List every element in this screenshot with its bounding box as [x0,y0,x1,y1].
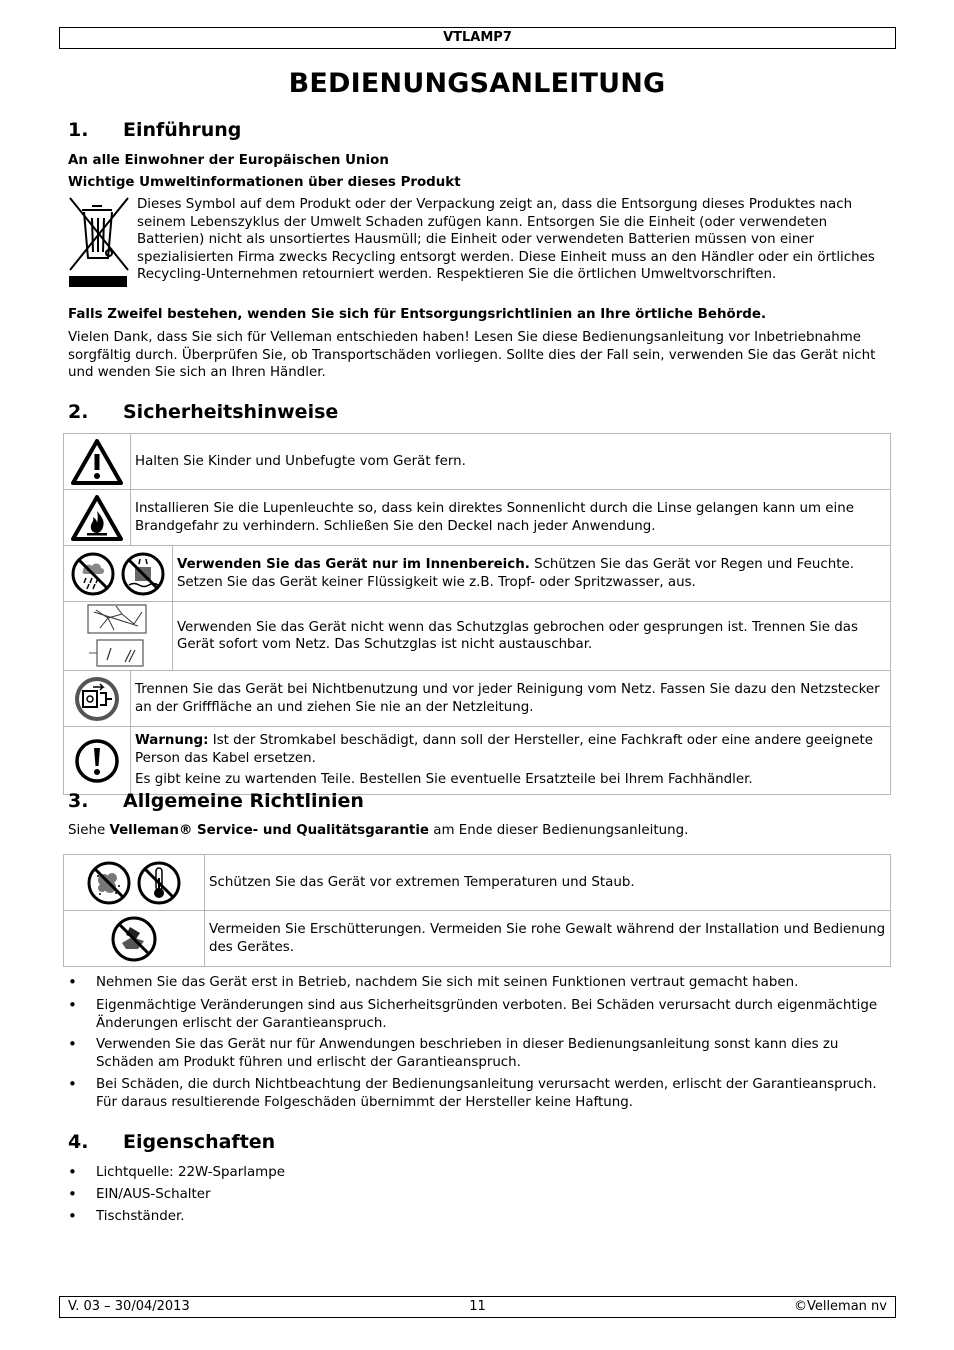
unplug-icon [64,671,131,727]
model-header: VTLAMP7 [59,27,896,49]
safety-text: Verwenden Sie das Gerät nicht wenn das Schutzglas gebrochen oder gesprungen ist. Trennen Sie das Gerät sofort vom Netz. Das Schutzglas ist nicht austauschbar. [172,602,890,671]
page-title: BEDIENUNGSANLEITUNG [288,68,666,99]
cracked-glass-icon [86,602,150,636]
section-3-heading: 3. Allgemeine Richtlinien [68,790,364,812]
indoor-use-icons [64,546,173,602]
disposal-doubt-note: Falls Zweifel bestehen, wenden Sie sich für Entsorgungsrichtlinien an Ihre örtliche Behörde. [68,307,767,322]
safety-text: Halten Sie Kinder und Unbefugte vom Gerät fern. [131,434,891,490]
no-splash-icon [120,551,166,597]
guideline-row [64,855,891,911]
guideline-row [64,911,891,967]
safety-table [63,433,891,795]
no-dust-icon [86,860,132,906]
page-number: 11 [469,1299,486,1314]
weee-bin-icon [68,196,130,290]
safety-row [64,490,891,546]
safety-text: Verwenden Sie das Gerät nur im Innenbereich. Schützen Sie das Gerät vor Regen und Feuchte. Setzen Sie das Gerät keiner Flüssigkeit wie z.B. Tropf- oder Spritzwasser, aus. [172,546,890,602]
fire-hazard-icon [64,490,131,546]
weee-description: Dieses Symbol auf dem Produkt oder der Verpackung zeigt an, dass die Entsorgung dieses Produktes nach seinem Lebenszyklus der Umwelt Schaden zufügen kann. Entsorgen Sie die Einheit (oder verwendeten Batterien) nicht als unsortiertes Hausmüll; die Einheit oder verwendeten Batterien müssen von einer spezialisierten Firma zwecks Recycling entsorgt werden. Diese Einheit muss an den Händler oder ein örtliches Recycling-Unternehmen retourniert werden. Respektieren Sie die örtlichen Umweltvorschriften. [137,197,875,282]
safety-row [64,602,891,671]
no-shock-icon [64,911,205,967]
glass-pane-icon [89,636,147,670]
safety-row [64,727,891,795]
section-1-heading: 1. Einführung [68,119,242,141]
safety-row [64,671,891,727]
footer-version: V. 03 – 30/04/2013 [68,1299,190,1314]
guideline-text: Schützen Sie das Gerät vor extremen Temperaturen und Staub. [205,855,891,911]
broken-glass-icons [64,602,173,671]
thanks-paragraph: Vielen Dank, dass Sie sich für Velleman entschieden haben! Lesen Sie diese Bedienungsanleitung vor Inbetriebnahme sorgfältig durch. Überprüfen Sie, ob Transportschäden vorliegen. Sollte dies der Fall sein, verwenden Sie das Gerät nicht und wenden Sie sich an Ihren Händler. [68,330,876,380]
warning-triangle-icon [64,434,131,490]
section-4-heading: 4. Eigenschaften [68,1131,276,1153]
safety-text: Installieren Sie die Lupenleuchte so, dass kein direktes Sonnenlicht durch die Linse gelangen kann um eine Brandgefahr zu verhindern. Schließen Sie den Deckel nach jeder Anwendung. [131,490,891,546]
safety-row [64,546,891,602]
page-footer [59,1296,896,1318]
safety-text: Warnung: Ist der Stromkabel beschädigt, dann soll der Hersteller, eine Fachkraft oder eine andere geeignete Person das Kabel ersetzen. Es gibt keine zu wartenden Teile. Bestellen Sie eventuelle Ersatzteile bei Ihrem Fachhändler. [131,727,891,795]
eu-residents-subheading: An alle Einwohner der Europäischen Union [68,153,389,168]
temperature-dust-icons [64,855,205,911]
no-rain-icon [70,551,116,597]
safety-text: Trennen Sie das Gerät bei Nichtbenutzung und vor jeder Reinigung vom Netz. Fassen Sie dazu den Netzstecker an der Grifffläche an und ziehen Sie nie an der Netzleitung. [131,671,891,727]
footer-copyright: ©Velleman nv [793,1299,887,1314]
section-2-heading: 2. Sicherheitshinweise [68,401,339,423]
guideline-text: Vermeiden Sie Erschütterungen. Vermeiden Sie rohe Gewalt während der Installation und Bedienung des Gerätes. [205,911,891,967]
environment-subheading: Wichtige Umweltinformationen über dieses Produkt [68,175,461,190]
exclamation-icon [64,727,131,795]
guarantee-reference: Siehe Velleman® Service- und Qualitätsgarantie am Ende dieser Bedienungsanleitung. [68,823,689,838]
guidelines-table [63,854,891,967]
no-temperature-icon [136,860,182,906]
safety-row [64,434,891,490]
